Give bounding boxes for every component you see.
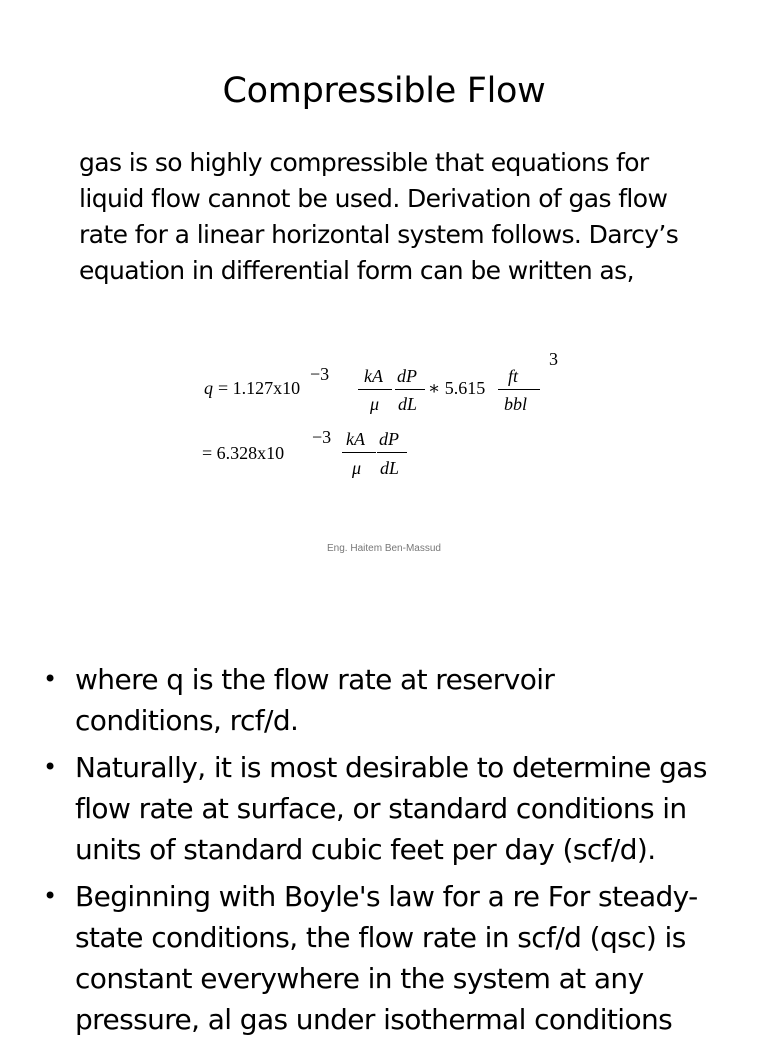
bullet-line: • Beginning with Boyle's law for a re For steady- <box>75 880 698 913</box>
page-title: Compressible Flow <box>222 71 546 111</box>
author-credit: Eng. Haitem Ben-Massud <box>327 543 441 554</box>
eq-fraction-bar <box>342 452 376 453</box>
eq-dp-numerator-2: dP <box>379 429 399 449</box>
eq-ka-numerator-2: kA <box>346 429 365 449</box>
intro-line: gas is so highly compressible that equations for <box>79 148 649 177</box>
eq-ft-numerator: ft <box>508 366 519 386</box>
eq-fraction-bar <box>498 389 540 390</box>
list-item <box>0 876 768 1040</box>
bullet-line: • Naturally, it is most desirable to determine gas <box>75 751 707 784</box>
eq-ft-exponent: 3 <box>549 349 558 369</box>
eq-dl-denominator-2: dL <box>380 458 400 478</box>
eq-mu-denominator-2: μ <box>352 458 362 478</box>
intro-line: equation in differential form can be written as, <box>79 256 634 285</box>
darcy-equation <box>190 340 560 490</box>
eq-q-symbol: q <box>204 378 213 398</box>
list-item <box>0 747 768 870</box>
eq-multiplier: ∗ 5.615 <box>428 378 486 398</box>
eq-fraction-bar <box>358 389 392 390</box>
bullet-line: conditions, rcf/d. <box>75 704 299 737</box>
eq-ka-numerator-1: kA <box>364 366 383 386</box>
eq-exponent-1: −3 <box>310 364 330 384</box>
bullet-line: units of standard cubic feet per day (scf/d). <box>75 833 656 866</box>
eq-mu-denominator-1: μ <box>370 394 380 414</box>
eq-dl-denominator-1: dL <box>398 394 418 414</box>
eq-coefficient-1: = 1.127x10 <box>218 378 301 398</box>
eq-fraction-bar <box>395 389 425 390</box>
bullet-list <box>0 659 768 1046</box>
eq-bbl-denominator: bbl <box>504 394 528 414</box>
intro-line: liquid flow cannot be used. Derivation of gas flow <box>79 184 668 213</box>
list-item <box>0 659 768 741</box>
bullet-line: constant everywhere in the system at any <box>75 962 644 995</box>
intro-paragraph <box>79 145 739 289</box>
bullet-line: • where q is the flow rate at reservoir <box>75 663 555 696</box>
eq-exponent-2: −3 <box>312 427 332 447</box>
intro-line: rate for a linear horizontal system follows. Darcy’s <box>79 220 679 249</box>
bullet-line: state conditions, the flow rate in scf/d (qsc) is <box>75 921 686 954</box>
eq-dp-numerator-1: dP <box>397 366 417 386</box>
eq-coefficient-2: = 6.328x10 <box>202 443 285 463</box>
bullet-line: pressure, al gas under isothermal conditions <box>75 1003 673 1036</box>
eq-fraction-bar <box>377 452 407 453</box>
bullet-line: flow rate at surface, or standard conditions in <box>75 792 687 825</box>
